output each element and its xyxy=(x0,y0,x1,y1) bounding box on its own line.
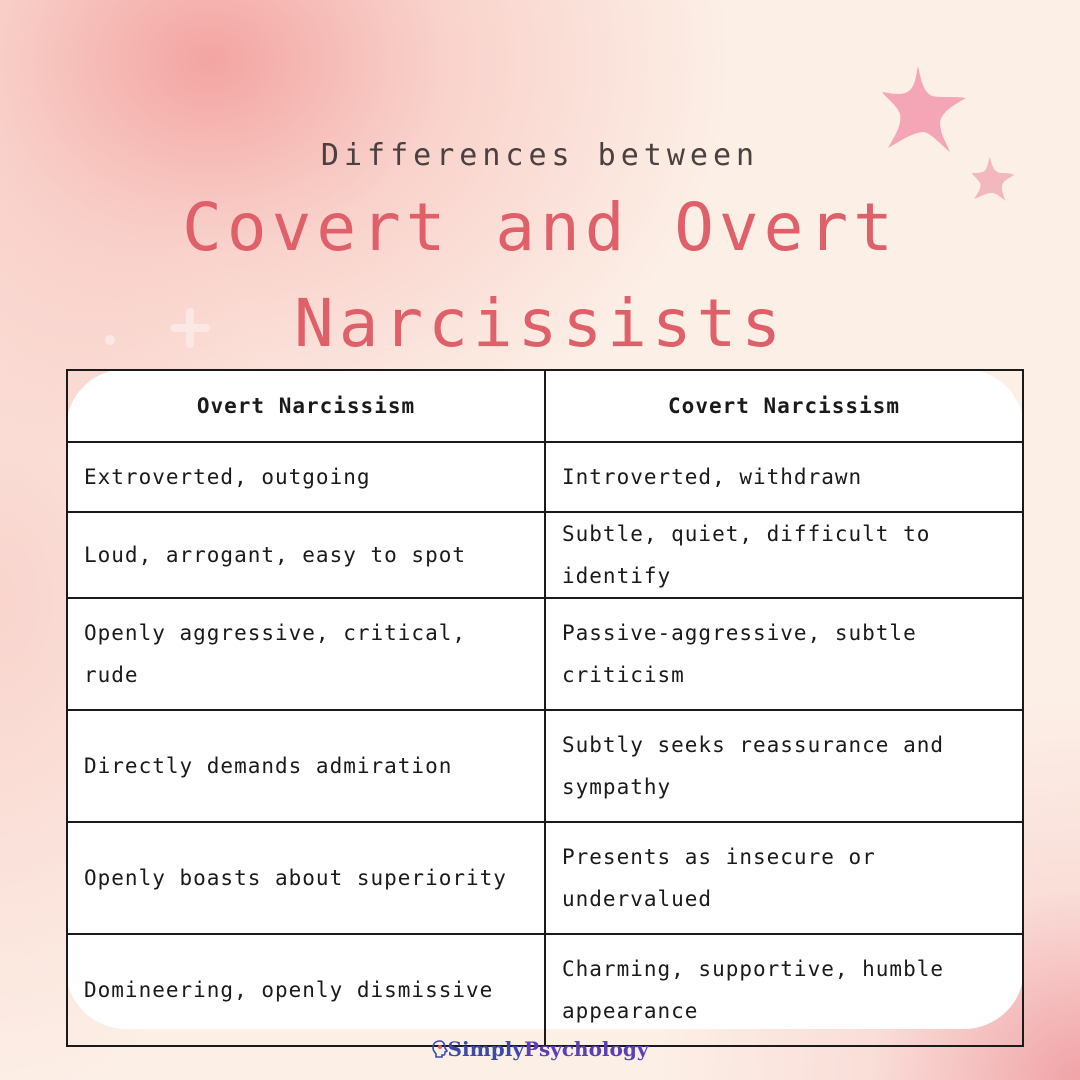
overt-cell: Extroverted, outgoing xyxy=(67,442,545,512)
subtitle: Differences between xyxy=(320,138,760,173)
overt-cell: Loud, arrogant, easy to spot xyxy=(67,512,545,598)
brand-name-psychology: Psychology xyxy=(523,1037,649,1061)
brand-logo xyxy=(0,1037,1080,1061)
comparison-table xyxy=(66,369,1024,1047)
overt-cell: Openly aggressive, critical, rude xyxy=(67,598,545,710)
table-row xyxy=(67,598,1023,710)
overt-cell: Domineering, openly dismissive xyxy=(67,934,545,1046)
table-row xyxy=(67,710,1023,822)
overt-cell: Openly boasts about superiority xyxy=(67,822,545,934)
page-title: Covert and Overt Narcissists xyxy=(182,189,898,362)
covert-cell: Introverted, withdrawn xyxy=(545,442,1023,512)
table-row xyxy=(67,934,1023,1046)
covert-cell: Passive-aggressive, subtle criticism xyxy=(545,598,1023,710)
covert-cell: Presents as insecure or undervalued xyxy=(545,822,1023,934)
dot-icon xyxy=(104,334,116,346)
column-header-covert: Covert Narcissism xyxy=(545,370,1023,442)
table-header-row xyxy=(67,370,1023,442)
column-header-overt: Overt Narcissism xyxy=(67,370,545,442)
table-row xyxy=(67,442,1023,512)
table-row xyxy=(67,822,1023,934)
covert-cell: Subtly seeks reassurance and sympathy xyxy=(545,710,1023,822)
head-icon xyxy=(432,1040,448,1058)
table-row xyxy=(67,512,1023,598)
brand-name-simply: Simply xyxy=(447,1037,524,1061)
covert-cell: Subtle, quiet, difficult to identify xyxy=(545,512,1023,598)
overt-cell: Directly demands admiration xyxy=(67,710,545,822)
covert-cell: Charming, supportive, humble appearance xyxy=(545,934,1023,1046)
